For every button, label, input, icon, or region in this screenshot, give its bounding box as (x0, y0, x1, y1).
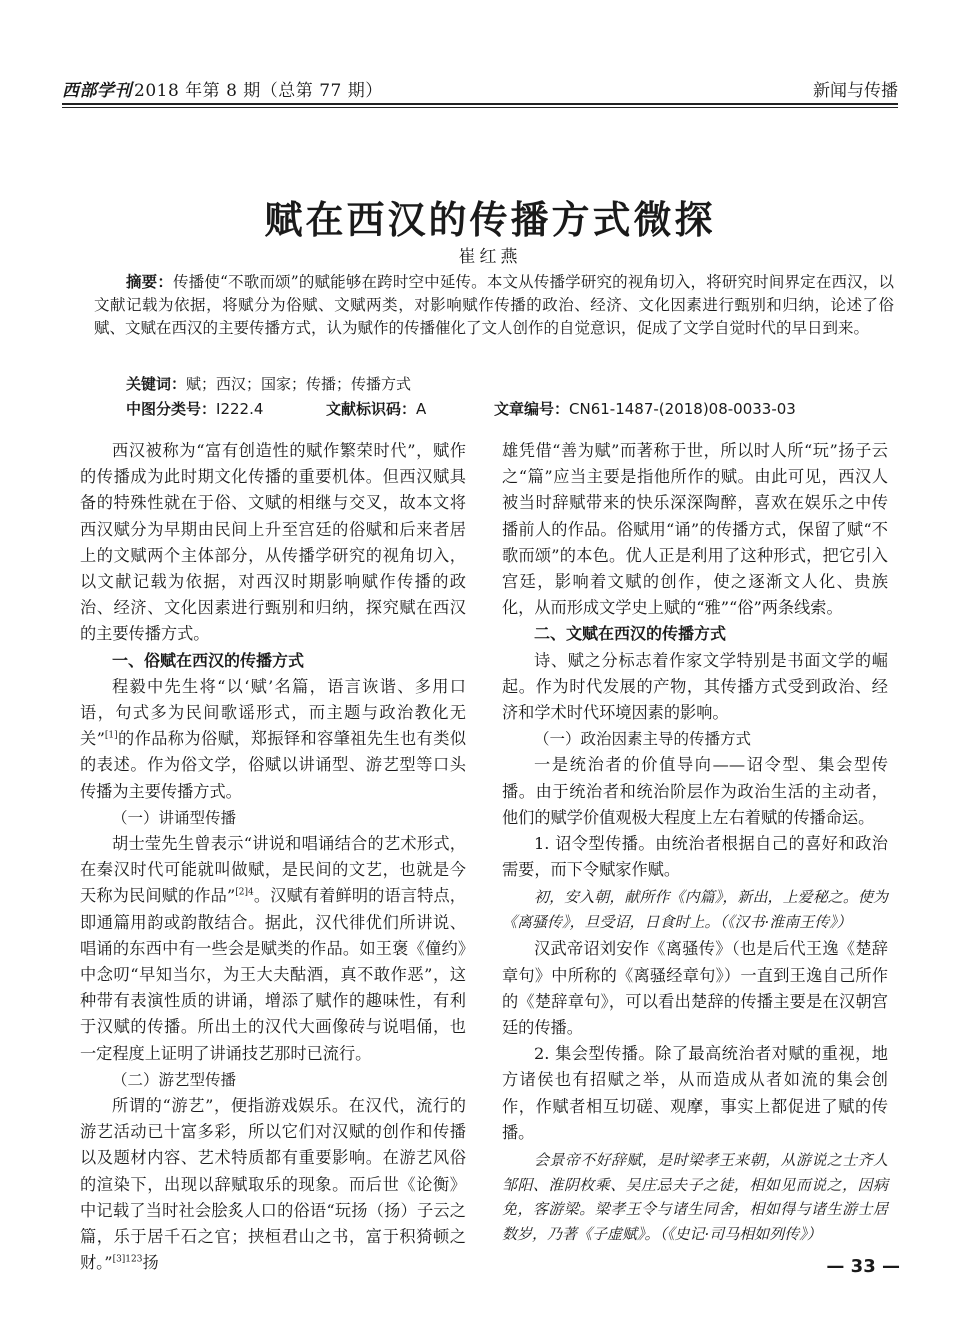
subsection-heading: （一）讲诵型传播 (112, 808, 237, 827)
keywords (126, 373, 906, 395)
reference-marker: [2]4 (235, 888, 254, 899)
article-number-label: 文章编号： (494, 400, 570, 418)
paragraph (80, 1093, 466, 1276)
subsection-heading: （二）游艺型传播 (112, 1070, 237, 1089)
page-number: — 33 — (826, 1256, 900, 1277)
quotation: 初，安入朝，献所作《内篇》，新出，上爱秘之。使为《离骚传》，旦受诏，日食时上。（《汉书·淮南王传》） (502, 888, 888, 931)
author-name: 崔红燕 (458, 247, 522, 267)
section-name: 新闻与传播 (813, 81, 898, 101)
paragraph-text: 所谓的“游艺”，便指游戏娱乐。在汉代，流行的游艺活动已十富多彩，所以它们对汉赋的创作和传播以及题材内容、艺术特质都有重要影响。在游艺风俗的渲染下，出现以辞赋取乐的现象。而后世《论衡》中记载了当时社会脍炙人口的俗语“玩扬（扬）子云之篇，乐于居千石之官；挟桓君山之书，富于积猗顿之财。” (80, 1096, 466, 1273)
keywords-text: 赋；西汉；国家；传播；传播方式 (186, 375, 412, 393)
article-number: CN61-1487-(2018)08-0033-03 (569, 400, 796, 418)
reference-marker: [1] (104, 730, 118, 741)
abstract-text: 传播使“不歌而颂”的赋能够在跨时空中延传。本文从传播学研究的视角切入，将研究时间界定在西汉，以文献记载为依据，将赋分为俗赋、文赋两类，对影响赋作传播的政治、经济、文化因素进行甄别和归纳，论述了俗赋、文赋在西汉的主要传播方式，认为赋作的传播催化了文人创作的自觉意识，促成了文学自觉时代的早日到来。 (94, 273, 894, 337)
body-column-right (502, 438, 888, 1248)
paragraph: 雄凭借“善为赋”而著称于世，所以时人所“玩”扬子云之“篇”应当主要是指他所作的赋。由此可见，西汉人被当时辞赋带来的快乐深深陶醉，喜欢在娱乐之中传播前人的作品。俗赋用“诵”的传播方式，保留了赋“不歌而颂”的本色。优人正是利用了这种形式，把它引入宫廷，影响着文赋的创作，使之逐渐文人化、贵族化，从而形成文学史上赋的“雅”“俗”两条线索。 (502, 441, 888, 618)
paragraph (80, 831, 466, 1067)
classification-line (126, 398, 906, 420)
article-title: 赋在西汉的传播方式微探 (264, 197, 716, 243)
paragraph-text: 扬 (142, 1253, 159, 1273)
header-rule-thin (62, 107, 898, 108)
doc-code-label: 文献标识码： (326, 400, 417, 418)
paragraph: 汉武帝诏刘安作《离骚传》（也是后代王逸《楚辞章句》中所称的《离骚经章句》）一直到王逸自己所作的《楚辞章句》，可以看出楚辞的传播主要是在汉朝宫廷的传播。 (502, 939, 888, 1038)
quotation: 会景帝不好辞赋，是时梁孝王来朝，从游说之士齐人邹阳、淮阴枚乘、吴庄忌夫子之徒，相如见而说之，因病免，客游梁。梁孝王令与诸生同舍，相如得与诸生游士居数岁，乃著《子虚赋》。（《史记·司马相如列传》） (502, 1151, 888, 1243)
abstract-label: 摘要： (126, 273, 173, 291)
section-heading: 一、俗赋在西汉的传播方式 (112, 650, 305, 670)
subsection-heading: （一）政治因素主导的传播方式 (534, 730, 752, 749)
journal-name: 西部学刊 (62, 81, 132, 101)
header-rule (62, 103, 898, 105)
paragraph-text: 。汉赋有着鲜明的语言特点，即通篇用韵或韵散结合。据此，汉代徘优们所讲说、唱诵的东西中有一些会是赋类的作品。如王褒《僮约》中念叨“早知当尔，为王大夫酤酒，真不敢作恶”，这种带有表演性质的讲诵，增添了赋作的趣味性，有利于汉赋的传播。所出土的汉代大画像砖与说唱俑，也一定程度上证明了讲诵技艺那时已流行。 (80, 886, 466, 1063)
paragraph-text: 程毅中先生将“以‘赋’名篇，语言诙谐、多用口语，句式多为民间歌谣形式，而主题与政治教化无关” (80, 676, 466, 749)
keywords-label: 关键词： (126, 375, 187, 393)
clc-code: I222.4 (216, 400, 264, 418)
clc-label: 中图分类号： (126, 400, 217, 418)
body-column-left (80, 438, 466, 1277)
issue-info: 2018 年第 8 期（总第 77 期） (134, 81, 383, 101)
reference-marker: [3]123 (112, 1254, 143, 1265)
abstract (94, 271, 894, 340)
paragraph (80, 674, 466, 805)
paragraph: 诗、赋之分标志着作家文学特别是书面文学的崛起。作为时代发展的产物，其传播方式受到政治、经济和学术时代环境因素的影响。 (502, 650, 888, 723)
doc-code: A (416, 400, 427, 418)
paragraph: 2. 集会型传播。除了最高统治者对赋的重视，地方诸侯也有招赋之举，从而造成从者如流的集会创作，作赋者相互切磋、观摩，事实上都促进了赋的传播。 (502, 1044, 888, 1142)
paragraph-text: 的作品称为俗赋，郑振铎和容肇祖先生也有类似的表述。作为俗文学，俗赋以讲诵型、游艺型等口头传播为主要传播方式。 (80, 729, 467, 801)
header-journal-issue (62, 76, 383, 101)
section-heading: 二、文赋在西汉的传播方式 (534, 624, 727, 644)
paragraph: 西汉被称为“富有创造性的赋作繁荣时代”，赋作的传播成为此时期文化传播的重要机体。但西汉赋具备的特殊性就在于俗、文赋的相继与交叉，故本文将西汉赋分为早期由民间上升至宫廷的俗赋和后来者居上的文赋两个主体部分，从传播学研究的视角切入，以文献记载为依据，对西汉时期影响赋作传播的政治、经济、文化因素进行甄别和归纳，探究赋在西汉的主要传播方式。 (80, 441, 466, 644)
paragraph-text: 胡士莹先生曾表示“讲说和唱诵结合的艺术形式，在秦汉时代可能就叫做赋，是民间的文艺，也就是今天称为民间赋的作品” (80, 834, 466, 906)
paragraph: 一是统治者的价值导向——诏令型、集会型传播。由于统治者和统治阶层作为政治生活的主动者，他们的赋学价值观极大程度上左右着赋的传播命运。 (502, 755, 888, 827)
paragraph: 1. 诏令型传播。由统治者根据自己的喜好和政治需要，而下令赋家作赋。 (502, 834, 888, 880)
